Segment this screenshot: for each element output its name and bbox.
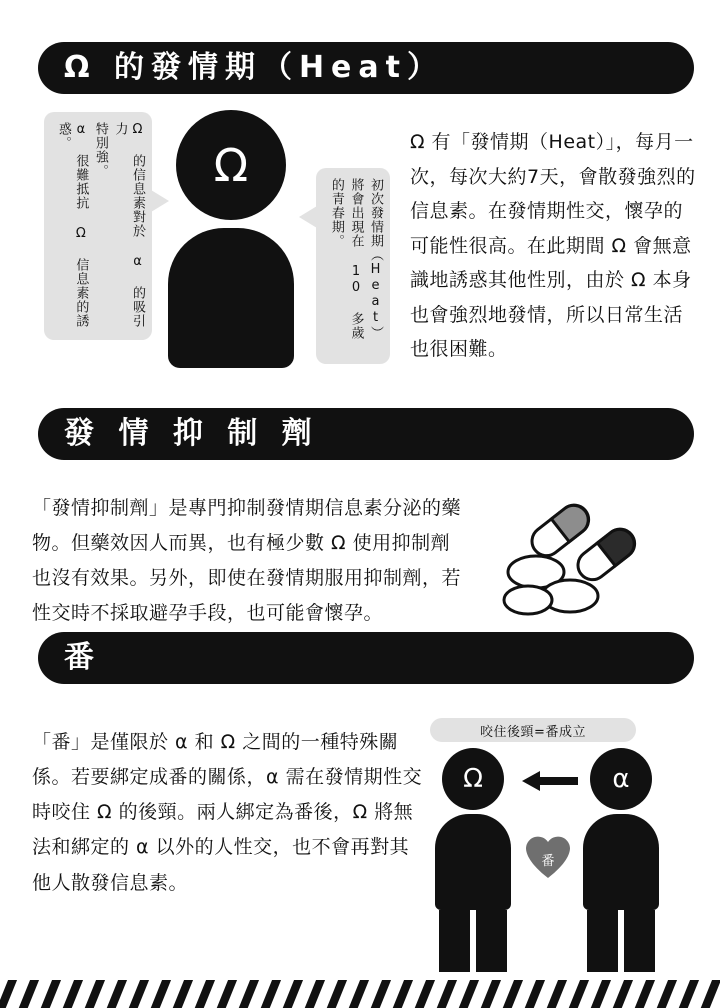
section-header-heat bbox=[38, 42, 694, 94]
omega-head-symbol: Ω bbox=[176, 110, 286, 220]
bond-figures bbox=[430, 748, 670, 978]
omega-torso bbox=[435, 814, 511, 910]
omega-symbol: Ω bbox=[442, 748, 504, 810]
alpha-torso bbox=[583, 814, 659, 910]
alpha-legs bbox=[583, 910, 659, 972]
section-header-bond bbox=[38, 632, 694, 684]
callout-left-line-1: Ω 的信息素對於 α 的吸引力 bbox=[112, 122, 145, 328]
alpha-person-figure bbox=[578, 748, 664, 972]
bond-heart-badge bbox=[524, 834, 572, 880]
callout-left-line-2: 特別強。 bbox=[92, 122, 108, 178]
section-body-suppressant: 「發情抑制劑」是專門抑制發情期信息素分泌的藥物。但藥效因人而異，也有極少數 Ω 使用抑制劑也沒有效果。另外，即使在發情期服用抑制劑，若性交時不採取避孕手段，也可能會懷孕。 bbox=[32, 497, 462, 625]
bond-heart-label: 番 bbox=[541, 853, 555, 869]
section-heading-text: Ω 的發情期（Heat） bbox=[64, 50, 444, 85]
bond-caption: 咬住後頸=番成立 bbox=[430, 718, 636, 742]
omega-person-figure bbox=[430, 748, 516, 972]
section-header-suppressant bbox=[38, 408, 694, 460]
section-body-bond: 「番」是僅限於 α 和 Ω 之間的一種特殊關係。若要綁定成番的關係，α 需在發情期性交時咬住 Ω 的後頸。兩人綁定為番後，Ω 將無法和綁定的 α 以外的人性交，也不會再對其他人散發信息素。 bbox=[32, 731, 423, 894]
omega-figure bbox=[168, 110, 294, 368]
callout-bubble-left bbox=[44, 112, 152, 340]
callout-right-line-2: 將會出現在 10 多歲 bbox=[348, 178, 364, 340]
bottom-stripe-decoration bbox=[0, 980, 720, 1008]
pills-icon bbox=[494, 496, 664, 626]
callout-left-line-3: α 很難抵抗 Ω 信息素的誘惑。 bbox=[55, 122, 89, 328]
section-body-heat: Ω 有「發情期（Heat）」，每月一次，每次大約7天，會散發強烈的信息素。在發情期性交，懷孕的可能性很高。在此期間 Ω 會無意識地誘惑其他性別，由於 Ω 本身也會強烈地發情，所以日常生活也很困難。 bbox=[410, 131, 696, 361]
omega-legs bbox=[435, 910, 511, 972]
callout-right-line-3: 的青春期。 bbox=[328, 178, 344, 248]
omega-body-shape bbox=[168, 228, 294, 368]
section-heading-text: 番 bbox=[64, 640, 101, 675]
callout-bubble-right bbox=[316, 168, 390, 364]
left-arrow-icon bbox=[522, 770, 578, 792]
section-heading-text: 發 情 抑 制 劑 bbox=[64, 416, 319, 451]
alpha-symbol: α bbox=[590, 748, 652, 810]
callout-right-line-1: 初次發情期（Heat） bbox=[368, 178, 383, 340]
